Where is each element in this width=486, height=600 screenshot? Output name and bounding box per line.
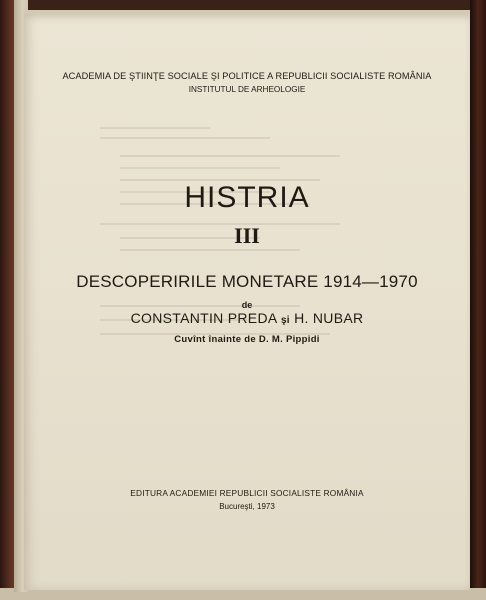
book-title: HISTRIA <box>184 181 310 214</box>
foreword-credit: Cuvînt înainte de D. M. Pippidi <box>174 334 320 345</box>
author-2: H. NUBAR <box>294 310 364 326</box>
author-1: CONSTANTIN PREDA <box>130 310 277 326</box>
authors-line <box>24 310 470 326</box>
volume-number: III <box>234 223 260 248</box>
academy-name: ACADEMIA DE ŞTIINŢE SOCIALE ŞI POLITICE A REPUBLICII SOCIALISTE ROMÂNIA <box>62 71 432 81</box>
by-label: de <box>241 300 253 310</box>
institute-name: INSTITUTUL DE ARHEOLOGIE <box>188 85 306 94</box>
book-subtitle: DESCOPERIRILE MONETARE 1914—1970 <box>76 272 418 291</box>
publisher: EDITURA ACADEMIEI REPUBLICII SOCIALISTE ROMÂNIA <box>130 488 364 498</box>
author-conjunction: şi <box>280 315 290 326</box>
book-cover-right <box>470 0 486 600</box>
place-year: Bucureşti, 1973 <box>219 502 275 511</box>
